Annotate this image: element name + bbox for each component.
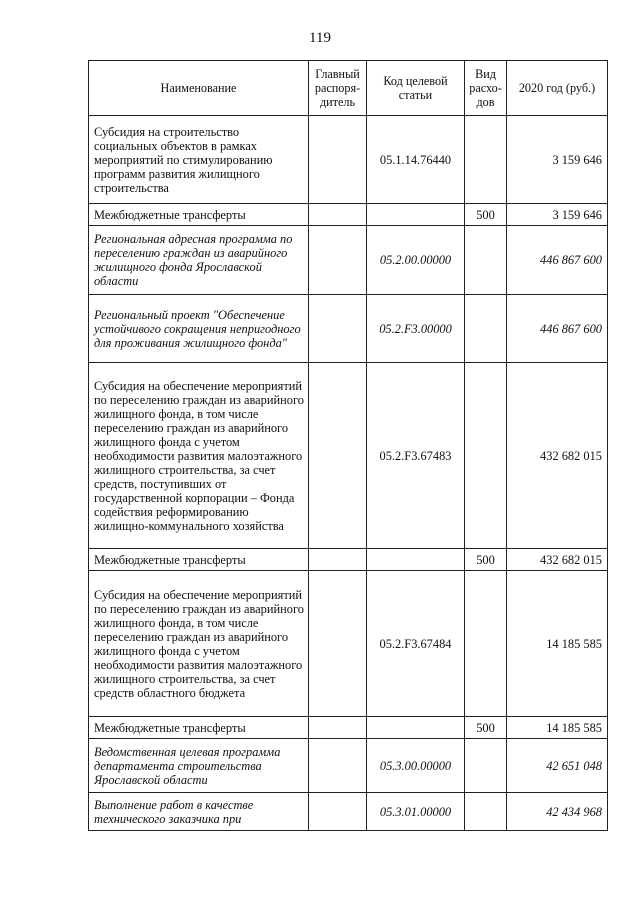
row-amount: 446 867 600 [507,295,608,363]
table-row [89,204,608,226]
header-amount: 2020 год (руб.) [507,61,608,116]
row-kind: 500 [465,717,507,739]
row-name: Региональная адресная программа по переселению граждан из аварийного жилищного фонда Ярославской области [89,226,309,295]
row-manager [309,295,367,363]
row-name: Выполнение работ в качестве технического заказчика при [89,793,309,831]
table-row [89,793,608,831]
row-manager [309,739,367,793]
header-code: Код целевой статьи [367,61,465,116]
row-amount: 3 159 646 [507,204,608,226]
row-kind [465,571,507,717]
row-name: Субсидия на обеспечение мероприятий по переселению граждан из аварийного жилищного фонда, в том числе переселению граждан из аварийного жилищного фонда с учетом необходимости развития малоэтажного жилищного строительства, за счет средств, поступивших от государственной корпорации – Фонда содействия реформированию жилищно-коммунального хозяйства [89,363,309,549]
row-manager [309,226,367,295]
row-manager [309,549,367,571]
row-name: Региональный проект "Обеспечение устойчивого сокращения непригодного для проживания жилищного фонда" [89,295,309,363]
row-kind [465,226,507,295]
row-kind: 500 [465,204,507,226]
header-name: Наименование [89,61,309,116]
row-manager [309,717,367,739]
row-name: Субсидия на строительство социальных объектов в рамках мероприятий по стимулированию программ развития жилищного строительства [89,116,309,204]
table-row [89,571,608,717]
row-amount: 446 867 600 [507,226,608,295]
row-manager [309,793,367,831]
row-code: 05.2.F3.00000 [367,295,465,363]
row-code [367,549,465,571]
row-kind [465,739,507,793]
row-kind [465,793,507,831]
row-manager [309,116,367,204]
table-row [89,226,608,295]
row-manager [309,363,367,549]
row-amount: 432 682 015 [507,363,608,549]
table-row [89,549,608,571]
row-code [367,204,465,226]
row-amount: 3 159 646 [507,116,608,204]
row-amount: 42 434 968 [507,793,608,831]
row-name: Ведомственная целевая программа департамента строительства Ярославской области [89,739,309,793]
table-row [89,295,608,363]
row-amount: 432 682 015 [507,549,608,571]
row-code: 05.1.14.76440 [367,116,465,204]
row-amount: 14 185 585 [507,571,608,717]
row-name: Межбюджетные трансферты [89,717,309,739]
row-kind: 500 [465,549,507,571]
row-code: 05.3.01.00000 [367,793,465,831]
row-code: 05.2.F3.67484 [367,571,465,717]
table-row [89,739,608,793]
row-code: 05.3.00.00000 [367,739,465,793]
page-number: 119 [309,30,331,46]
row-kind [465,295,507,363]
row-kind [465,363,507,549]
table-row [89,116,608,204]
row-amount: 42 651 048 [507,739,608,793]
table-row [89,363,608,549]
header-manager: Главный распоря-дитель [309,61,367,116]
header-kind: Вид расхо-дов [465,61,507,116]
row-kind [465,116,507,204]
row-name: Межбюджетные трансферты [89,549,309,571]
row-code [367,717,465,739]
row-name: Межбюджетные трансферты [89,204,309,226]
row-amount: 14 185 585 [507,717,608,739]
header-row [89,61,608,116]
row-manager [309,571,367,717]
row-code: 05.2.00.00000 [367,226,465,295]
row-code: 05.2.F3.67483 [367,363,465,549]
budget-table [88,60,608,831]
row-manager [309,204,367,226]
table-row [89,717,608,739]
row-name: Субсидия на обеспечение мероприятий по переселению граждан из аварийного жилищного фонда, в том числе переселению граждан из аварийного жилищного фонда с учетом необходимости развития малоэтажного жилищного строительства, за счет средств областного бюджета [89,571,309,717]
